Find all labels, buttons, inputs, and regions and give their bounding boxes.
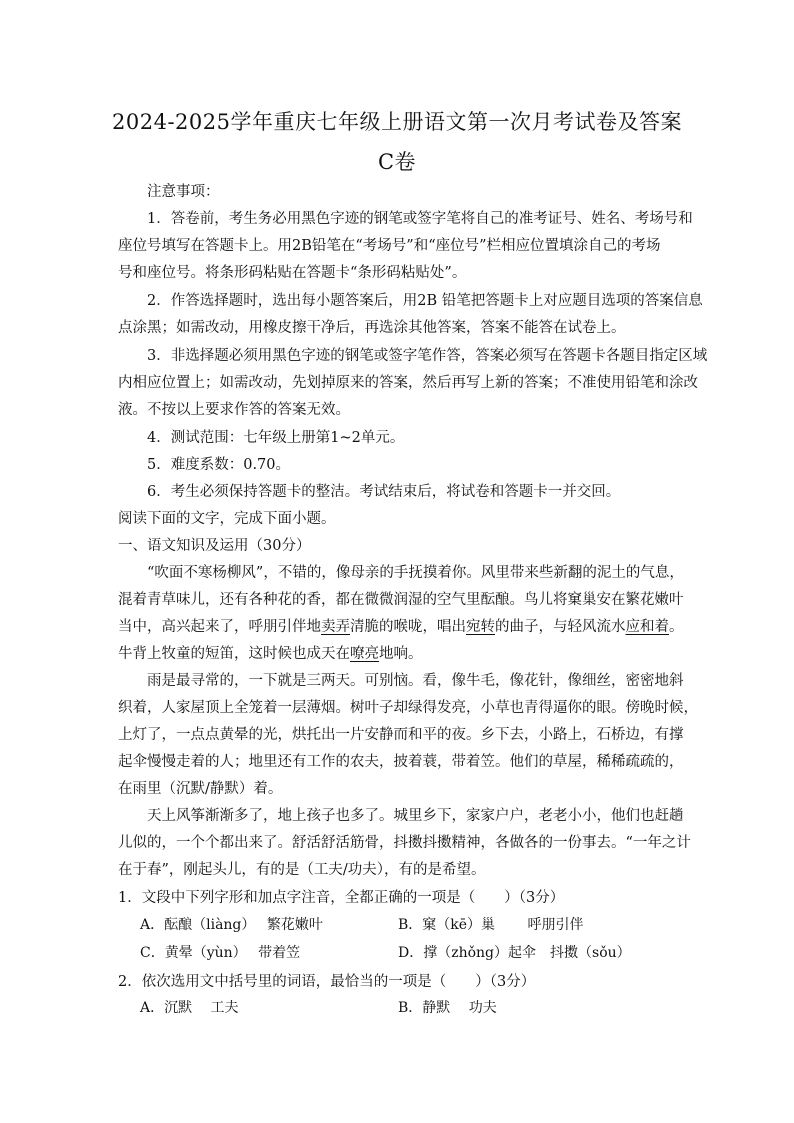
- notice-line: 5．难度系数：0.70。: [147, 457, 291, 473]
- page-subtitle: C卷: [377, 150, 417, 174]
- page-title: 2024-2025学年重庆七年级上册语文第一次月考试卷及答案: [112, 110, 682, 134]
- passage-line: 牛背上牧童的短笛，这时候也成天在嘹亮地响。: [118, 646, 423, 662]
- passage-line: 混着青草味儿，还有各种花的香，都在微微润湿的空气里酝酿。鸟儿将窠巢安在繁花嫩叶: [118, 592, 684, 608]
- passage-line: 在于春”，刚起头儿，有的是（工夫/功夫），有的是希望。: [118, 862, 486, 878]
- passage-line: 织着，人家屋顶上全笼着一层薄烟。树叶子却绿得发亮，小草也青得逼你的眼。傍晚时候，: [118, 700, 698, 716]
- notice-line: 座位号填写在答题卡上。用2B铅笔在“考场号”和“座位号”栏相应位置填涂自己的考场: [118, 238, 661, 254]
- notice-heading: 注意事项：: [147, 184, 220, 200]
- option-b[interactable]: B．窠（kē）巢 呼朋引伴: [398, 917, 584, 933]
- notice-line: 3．非选择题必须用黑色字迹的钢笔或签字笔作答，答案必须写在答题卡各题目指定区域: [147, 348, 708, 364]
- notice-line: 2．作答选择题时，选出每小题答案后，用2B 铅笔把答题卡上对应题目选项的答案信息: [147, 293, 703, 309]
- notice-line: 号和座位号。将条形码粘贴在答题卡“条形码粘贴处”。: [118, 265, 467, 281]
- underlined-word: 卖弄: [321, 619, 350, 635]
- underlined-word: 嘹亮: [350, 646, 379, 662]
- notice-line: 1．答卷前，考生务必用黑色字迹的钢笔或签字笔将自己的准考证号、姓名、考场号和: [147, 211, 693, 227]
- option-d[interactable]: D．撑（zhǒng）起伞 抖擞（sǒu）: [398, 945, 631, 961]
- passage-line: 儿似的，一个个都出来了。舒活舒活筋骨，抖擞抖擞精神，各做各的一份事去。“一年之计: [118, 835, 691, 851]
- passage-line: 上灯了，一点点黄晕的光，烘托出一片安静而和平的夜。乡下去，小路上，石桥边，有撑: [118, 727, 684, 743]
- passage-line: 在雨里（沉默/静默）着。: [118, 781, 283, 797]
- option-b[interactable]: B．静默 功夫: [398, 1000, 497, 1016]
- notice-line: 点涂黑；如需改动，用橡皮擦干净后，再选涂其他答案，答案不能答在试卷上。: [118, 320, 626, 336]
- section-heading: 一、语文知识及运用（30分）: [118, 538, 311, 554]
- notice-line: 液。不按以上要求作答的答案无效。: [118, 402, 350, 418]
- passage-line: 雨是最寻常的，一下就是三两天。可别恼。看，像牛毛，像花针，像细丝，密密地斜: [147, 673, 684, 689]
- question-stem: 2．依次选用文中括号里的词语，最恰当的一项是（ ）（3分）: [118, 974, 536, 990]
- passage-line: “吹面不寒杨柳风”，不错的，像母亲的手抚摸着你。风里带来些新翻的泥土的气息，: [147, 565, 684, 581]
- passage-line: 起伞慢慢走着的人；地里还有工作的农夫，披着蓑，带着笠。他们的草屋，稀稀疏疏的，: [118, 754, 684, 770]
- notice-line: 6．考生必须保持答题卡的整洁。考试结束后，将试卷和答题卡一并交回。: [147, 484, 621, 500]
- passage-line: 天上风筝渐渐多了，地上孩子也多了。城里乡下，家家户户，老老小小，他们也赶趟: [147, 808, 684, 824]
- option-a[interactable]: A．酝酿（liàng） 繁花嫩叶: [140, 917, 323, 933]
- option-a[interactable]: A．沉默 工夫: [140, 1000, 239, 1016]
- notice-line: 4．测试范围：七年级上册第1~2单元。: [147, 430, 405, 446]
- question-stem: 1．文段中下列字形和加点字注音，全都正确的一项是（ ）（3分）: [118, 890, 565, 906]
- passage-line: 当中，高兴起来了，呼朋引伴地卖弄清脆的喉咙，唱出宛转的曲子，与轻风流水应和着。: [118, 619, 684, 635]
- reading-instruction: 阅读下面的文字，完成下面小题。: [118, 511, 336, 527]
- underlined-word: 应和着: [625, 619, 669, 635]
- notice-line: 内相应位置上；如需改动，先划掉原来的答案，然后再写上新的答案；不准使用铅笔和涂改: [118, 375, 698, 391]
- underlined-word: 宛转: [466, 619, 495, 635]
- option-c[interactable]: C．黄晕（yùn） 带着笠: [140, 945, 301, 961]
